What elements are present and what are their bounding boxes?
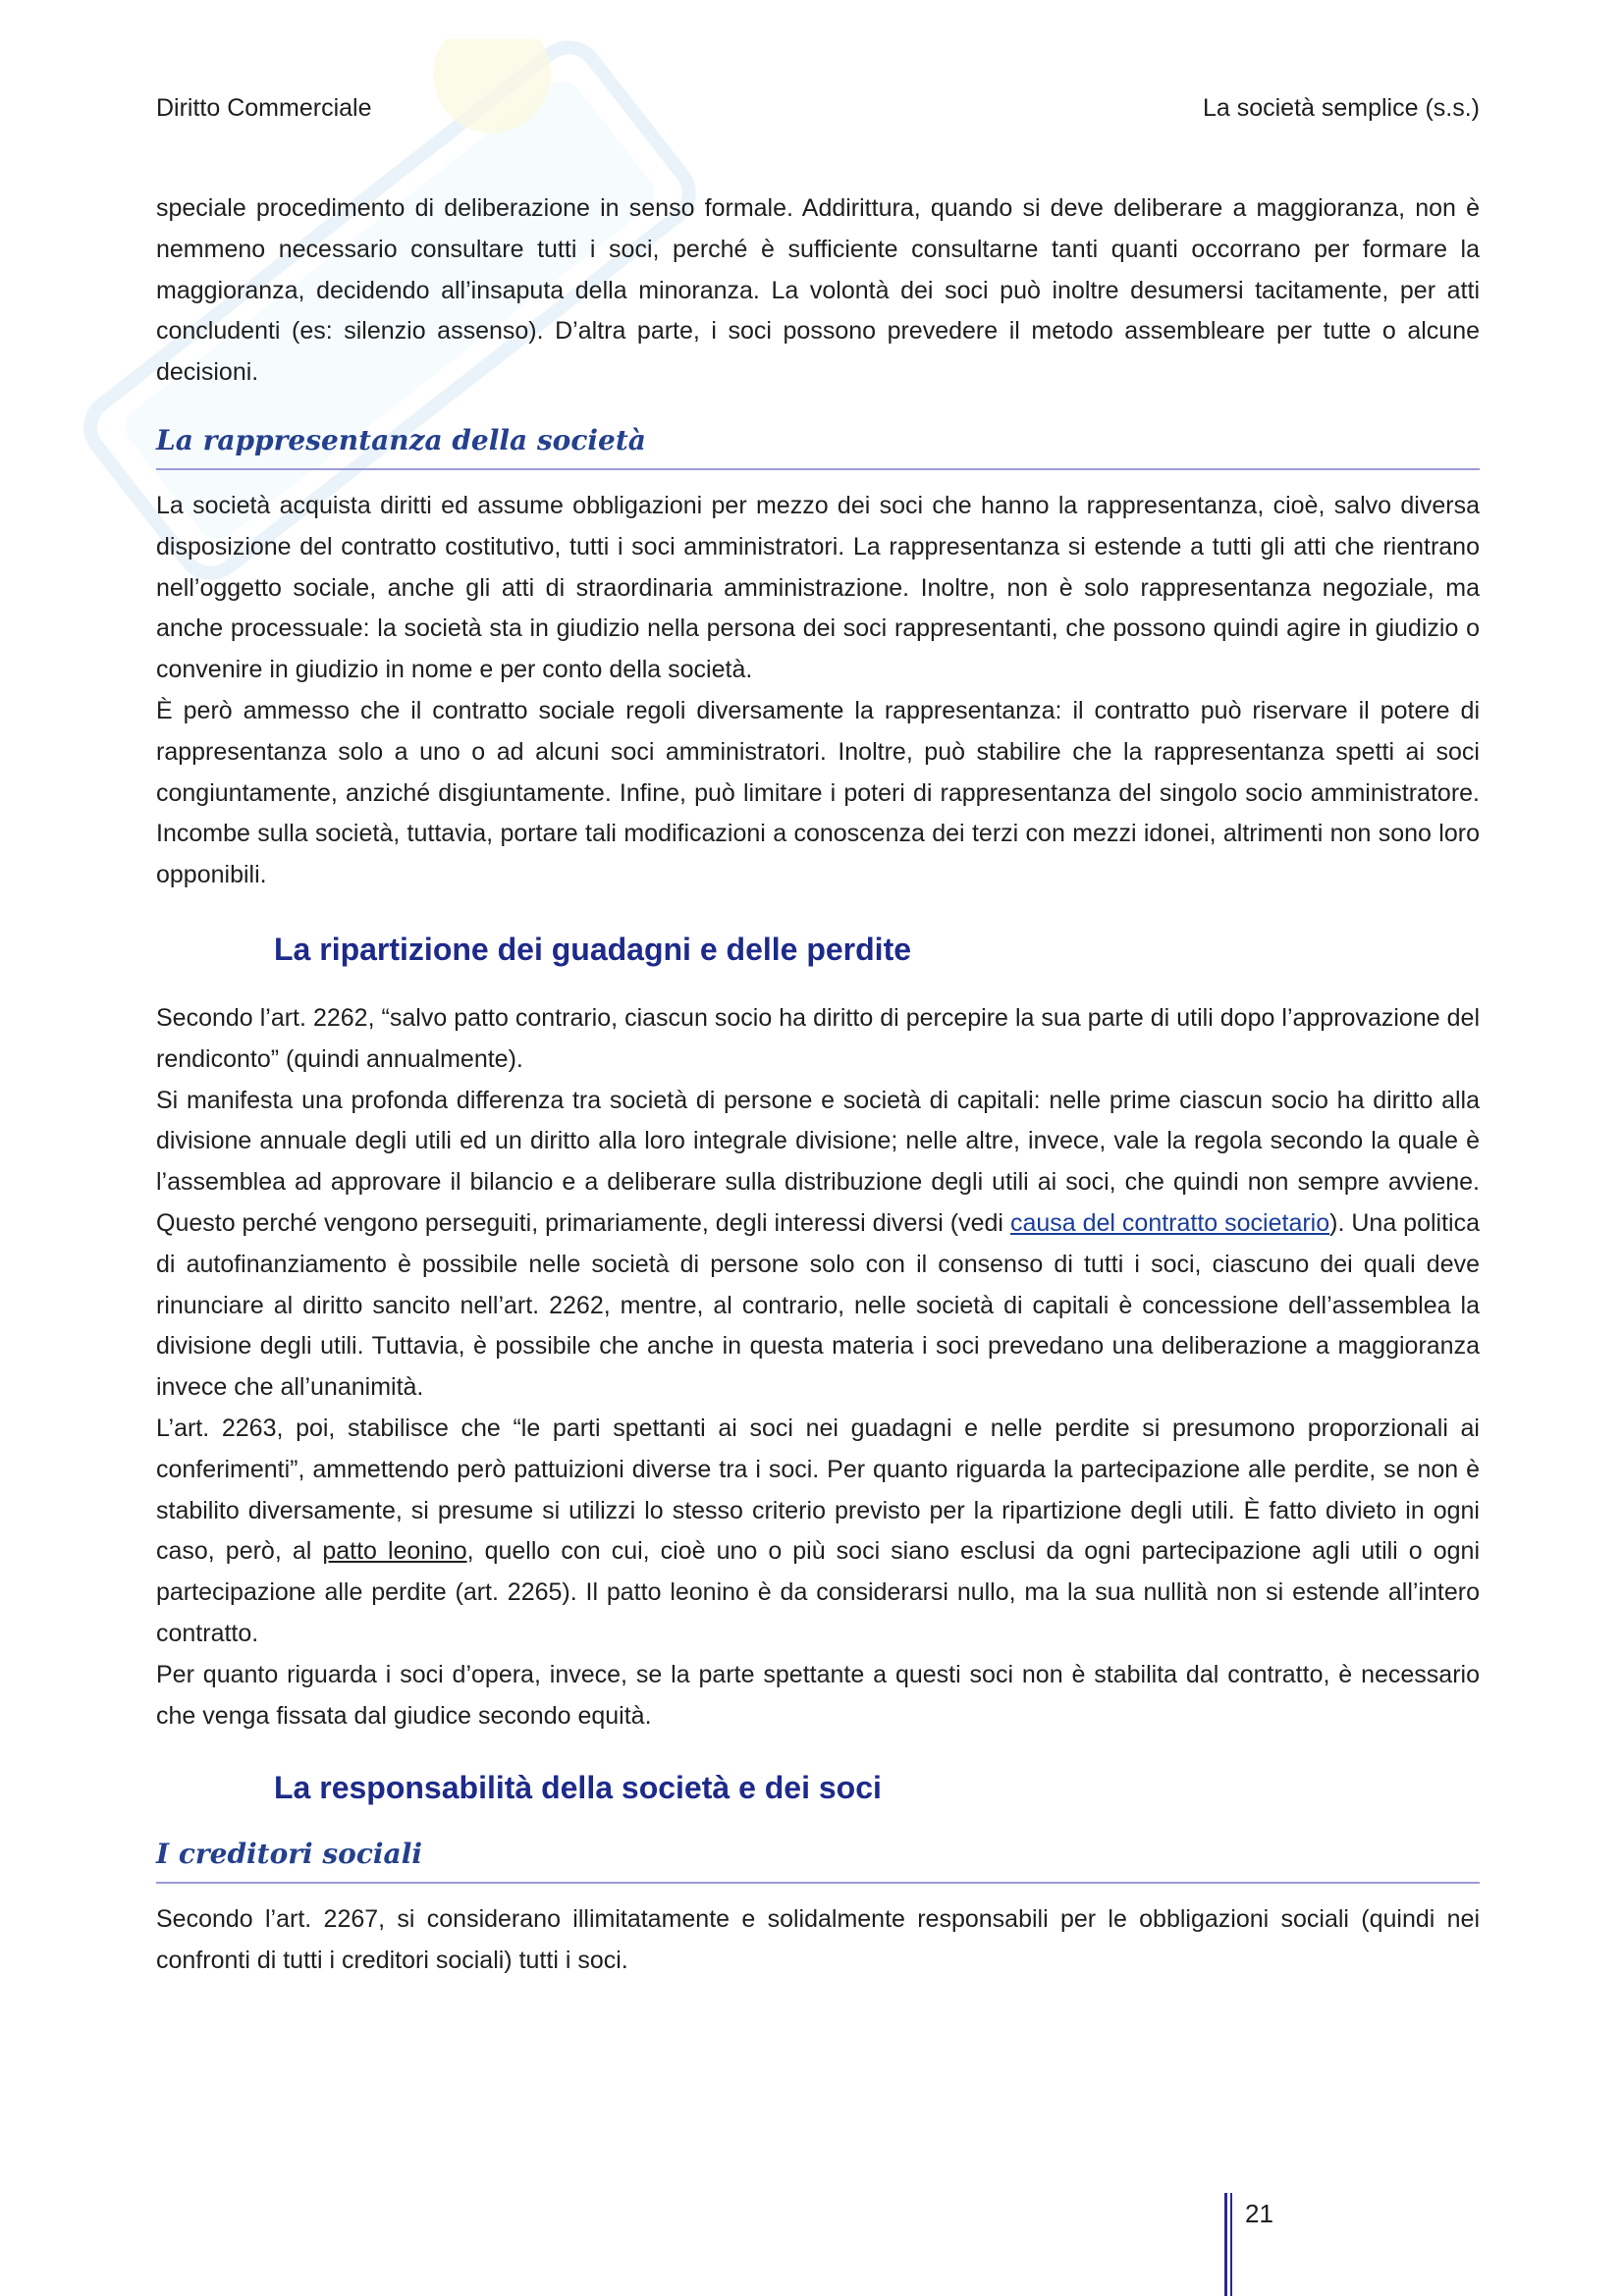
- page-header: [156, 94, 1480, 123]
- text-segment: , quello con cui, cioè uno o più soci siano esclusi da ogni partecipazione agli utili o ogni partecipazione alle perdite (art. 2265). Il patto leonino è da considerarsi nullo, ma la sua nullità non si estende all’intero contratto.: [156, 1537, 1480, 1647]
- text-segment: L’art. 2263, poi, stabilisce che “le parti spettanti ai soci nei guadagni e nelle perdite si presumono proporzionali ai conferimenti”, ammettendo però pattuizioni diverse tra i soci. Per quanto riguarda la partecipazione alle perdite, se non è stabilito diversamente, si presume si utilizzi lo stesso criterio previsto per la ripartizione degli utili. È fatto divieto in ogni caso, però, al: [156, 1414, 1480, 1566]
- header-course-title: Diritto Commerciale: [156, 94, 372, 122]
- paragraph-soci-opera: Per quanto riguarda i soci d’opera, invece, se la parte spettante a questi soci non è stabilita dal contratto, è necessario che venga fissata dal giudice secondo equità.: [156, 1660, 1480, 1730]
- paragraph-art-2263: [156, 1409, 1480, 1655]
- paragraph-rappresentanza-2: È però ammesso che il contratto sociale regoli diversamente la rappresentanza: il contratto può riservare il potere di rappresentanza solo a uno o ad alcuni soci amministratori. Inoltre, può stabilire che la rappresentanza spetti ai soci congiuntamente, anziché disgiuntamente. Infine, può limitare i poteri di rappresentanza del singolo socio amministratore. Incombe sulla società, tuttavia, portare tali modificazioni a conoscenza dei terzi con mezzi idonei, altrimenti non sono loro opponibili.: [156, 696, 1480, 889]
- paragraph-art-2262: Secondo l’art. 2262, “salvo patto contrario, ciascun socio ha diritto di percepire la sua parte di utili dopo l’approvazione del rendiconto” (quindi annualmente).: [156, 1003, 1480, 1073]
- paragraph-deliberazione: speciale procedimento di deliberazione in senso formale. Addirittura, quando si deve deliberare a maggioranza, non è nemmeno necessario consultare tutti i soci, perché è sufficiente consultarne tanti quanti occorrano per formare la maggioranza, decidendo all’insaputa della minoranza. La volontà dei soci può inoltre desumersi tacitamente, per atti concludenti (es: silenzio assenso). D’altra parte, i soci possono prevedere il metodo assembleare per tutte o alcune decisioni.: [156, 194, 1480, 387]
- footer-rule: [1224, 2193, 1227, 2296]
- footer-rule-secondary: [1230, 2193, 1232, 2296]
- subheading-creditori: I creditori sociali: [156, 1835, 1480, 1884]
- link-causa-contratto-societario[interactable]: causa del contratto societario: [1009, 1208, 1330, 1237]
- header-chapter-title: La società semplice (s.s.): [1202, 94, 1480, 122]
- paragraph-differenza-societa: [156, 1081, 1480, 1409]
- page-number: 21: [1245, 2199, 1273, 2228]
- paragraph-rappresentanza-1: La società acquista diritti ed assume obbligazioni per mezzo dei soci che hanno la rappresentanza, cioè, salvo diversa disposizione del contratto costitutivo, tutti i soci amministratori. La rappresentanza si estende a tutti gli atti che rientrano nell’oggetto sociale, anche gli atti di straordinaria amministrazione. Inoltre, non è solo rappresentanza negoziale, ma anche processuale: la società sta in giudizio nella persona dei soci rappresentanti, che possono quindi agire in giudizio o convenire in giudizio in nome e per conto della società.: [156, 491, 1480, 684]
- heading-ripartizione: La ripartizione dei guadagni e delle perdite: [274, 931, 912, 967]
- paragraph-art-2267: Secondo l’art. 2267, si considerano illimitatamente e solidalmente responsabili per le obbligazioni sociali (quindi nei confronti di tutti i creditori sociali) tutti i soci.: [156, 1905, 1480, 1975]
- underlined-patto-leonino: patto leonino: [322, 1537, 467, 1566]
- text-segment: ). Una politica di autofinanziamento è possibile nelle società di persone solo con il consenso di tutti i soci, ciascuno dei quali deve rinunciare al diritto sancito nell’art. 2262, mentre, al contrario, nelle società di capitali è concessione dell’assemblea la divisione degli utili. Tuttavia, è possibile che anche in questa materia i soci prevedano una deliberazione a maggioranza invece che all’unanimità.: [156, 1208, 1480, 1402]
- page-body: [156, 188, 1480, 1982]
- text-segment: Si manifesta una profonda differenza tra società di persone e società di capitali: nelle prime ciascun socio ha diritto alla divisione annuale degli utili ed un diritto alla loro integrale divisione; nelle altre, invece, vale la regola secondo la quale è l’assemblea ad approvare il bilancio e a deliberare sulla distribuzione degli utili ai soci, che quindi non sempre avviene. Questo perché vengono perseguiti, primariamente, degli interessi diversi (vedi: [156, 1086, 1480, 1237]
- subheading-rappresentanza: La rappresentanza della società: [156, 421, 1480, 470]
- heading-responsabilita: La responsabilità della società e dei soci: [274, 1770, 882, 1806]
